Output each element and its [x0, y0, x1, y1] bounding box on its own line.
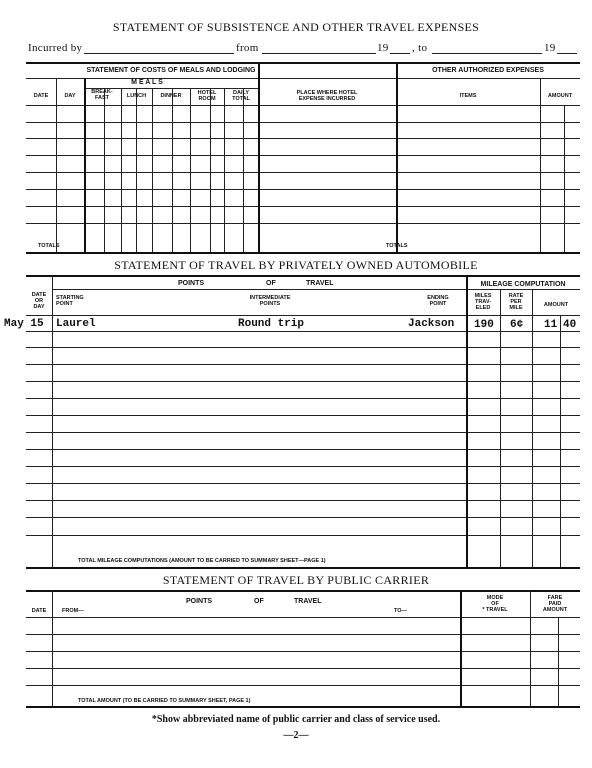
carrier-col-from: FROM— [62, 608, 84, 614]
col-place: PLACE WHERE HOTEL EXPENSE INCURRED [296, 90, 358, 102]
col-dinner: DINNER [160, 93, 182, 99]
carrier-travel-label: TRAVEL [294, 598, 322, 605]
col-breakfast: BREAK- FAST [91, 89, 113, 101]
to-year-line [557, 53, 577, 54]
auto-section-title: STATEMENT OF TRAVEL BY PRIVATELY OWNED AUTOMOBILE [114, 258, 478, 272]
other-expenses-totals-label: TOTALS [386, 243, 408, 249]
col-amount: AMOUNT [547, 93, 573, 99]
col-miles-traveled: MILES TRAV- ELED [474, 293, 492, 311]
entry-miles: 190 [474, 319, 494, 331]
incurred-by-line [84, 53, 234, 54]
entry-amount-dollars: 11 [544, 319, 558, 331]
carrier-col-date: DATE [31, 608, 47, 614]
col-items: ITEMS [459, 93, 477, 99]
meals-section-header: STATEMENT OF COSTS OF MEALS AND LODGING [86, 67, 256, 74]
carrier-col-to: TO— [394, 608, 408, 614]
total-amount-label: TOTAL AMOUNT (TO BE CARRIED TO SUMMARY SHEET, PAGE 1) [78, 698, 251, 704]
form-title: STATEMENT OF SUBSISTENCE AND OTHER TRAVEL EXPENSES [112, 20, 480, 34]
from-date-line [262, 53, 376, 54]
from-year-line [390, 53, 410, 54]
mileage-computation-label: MILEAGE COMPUTATION [480, 281, 566, 288]
col-daily-total: DAILY TOTAL [232, 90, 250, 102]
entry-ending-point: Jackson [408, 318, 455, 330]
col-day: DAY [64, 93, 76, 99]
auto-travel-label: TRAVEL [306, 280, 334, 287]
incurred-by-label: Incurred by [28, 42, 83, 54]
entry-intermediate: Round trip [238, 318, 305, 330]
other-expenses-header: OTHER AUTHORIZED EXPENSES [432, 67, 544, 74]
carrier-col-mode: MODE OF * TRAVEL [482, 595, 508, 613]
entry-rate: 6¢ [510, 319, 524, 331]
meals-totals-label: TOTALS [38, 243, 60, 249]
footnote: *Show abbreviated name of public carrier and class of service used. [151, 714, 441, 725]
carrier-of-label: OF [254, 598, 264, 605]
entry-date: May 15 [4, 318, 44, 330]
col-rate-per-mile: RATE PER MILE [508, 293, 524, 311]
page-number: —2— [283, 730, 309, 741]
col-starting-point: STARTING POINT [56, 295, 84, 307]
auto-of-label: OF [266, 280, 276, 287]
auto-points-label: POINTS [178, 280, 205, 287]
to-year-label: 19 [544, 42, 556, 54]
col-auto-amount: AMOUNT [543, 302, 569, 308]
to-label: , to [412, 42, 428, 54]
total-mileage-label: TOTAL MILEAGE COMPUTATIONS (AMOUNT TO BE CARRIED TO SUMMARY SHEET—PAGE 1) [78, 558, 326, 564]
entry-starting-point: Laurel [56, 318, 96, 330]
carrier-points-label: POINTS [186, 598, 213, 605]
to-date-line [432, 53, 542, 54]
from-label: from [236, 42, 259, 54]
col-date: DATE [33, 93, 49, 99]
col-hotel-room: HOTEL ROOM [197, 90, 217, 102]
meals-label: M E A L S [131, 79, 163, 86]
entry-amount-cents: 40 [563, 319, 577, 331]
col-date-or-day: DATE OR DAY [31, 292, 47, 310]
col-intermediate-points: INTERMEDIATE POINTS [249, 295, 291, 307]
col-lunch: LUNCH [126, 93, 147, 99]
col-ending-point: ENDING POINT [427, 295, 449, 307]
carrier-col-fare: FARE PAID AMOUNT [542, 595, 568, 613]
carrier-section-title: STATEMENT OF TRAVEL BY PUBLIC CARRIER [162, 573, 430, 587]
from-year-label: 19 [377, 42, 389, 54]
